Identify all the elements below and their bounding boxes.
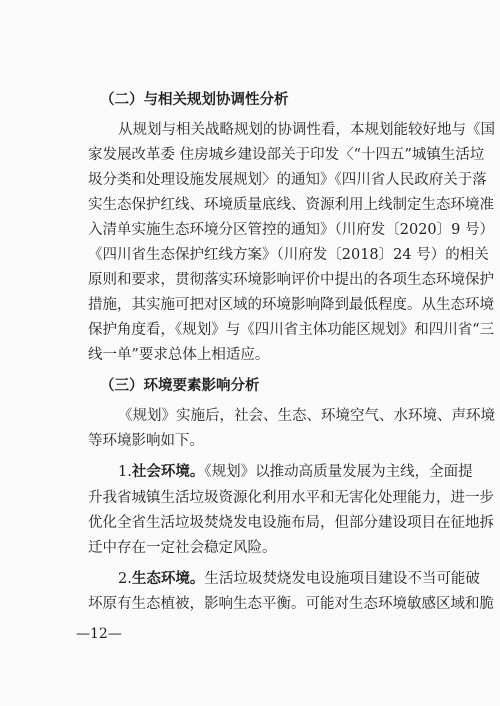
paragraph-line: 优化全省生活垃圾焚烧发电设施布局，但部分建设项目在征地拆 [88,515,494,531]
paragraph-line: 《四川省生态保护红线方案》（川府发〔2018〕24 号）的相关 [88,247,489,263]
list-item-1-first-line [118,462,473,482]
page-number: —12— [76,626,122,642]
list-item-number: 1. [118,464,132,480]
paragraph-line: 坏原有生态植被，影响生态平衡。可能对生态环境敏感区域和脆 [88,596,494,612]
paragraph-line: 实生态保护红线、环境质量底线、资源利用上线制定生态环境准 [88,197,494,213]
paragraph-line: 保护角度看，《规划》与《四川省主体功能区规划》和四川省“三 [88,322,495,338]
paragraph-line: 等环境影响如下。 [88,433,204,449]
paragraph-line: 从规划与相关战略规划的协调性看，本规划能较好地与《国 [118,122,495,138]
paragraph-line: 《规划》实施后，社会、生态、环境空气、水环境、声环境 [118,408,495,424]
list-item-number: 2. [118,571,132,587]
paragraph-line: 原则和要求，贯彻落实环境影响评价中提出的各项生态环境保护 [88,272,494,288]
paragraph-line: 家发展改革委 住房城乡建设部关于印发〈“十四五”城镇生活垃 [88,147,485,163]
paragraph-line: 措施，其实施可把对区域的环境影响降到最低程度。从生态环境 [88,297,494,313]
paragraph-line: 线一单”要求总体上相适应。 [88,347,270,363]
list-item-title: 生态环境。 [131,571,205,587]
paragraph-line: 入清单实施生态环境分区管控的通知》（川府发〔2020〕9 号） [88,222,494,238]
list-item-title: 社会环境。 [131,464,205,480]
paragraph-line: 迁中存在一定社会稳定风险。 [88,540,277,556]
paragraph-line: 升我省城镇生活垃圾资源化利用水平和无害化处理能力，进一步 [88,490,494,506]
list-item-text: 生活垃圾焚烧发电设施项目建设不当可能破 [204,571,480,587]
section-heading-2: （二）与相关规划协调性分析 [100,92,289,108]
list-item-text: 《规划》以推动高质量发展为主线，全面提 [204,464,473,480]
list-item-2-first-line [118,569,480,589]
paragraph-line: 圾分类和处理设施发展规划〉的通知》《四川省人民政府关于落 [88,172,487,188]
section-heading-3: （三）环境要素影响分析 [100,378,260,394]
